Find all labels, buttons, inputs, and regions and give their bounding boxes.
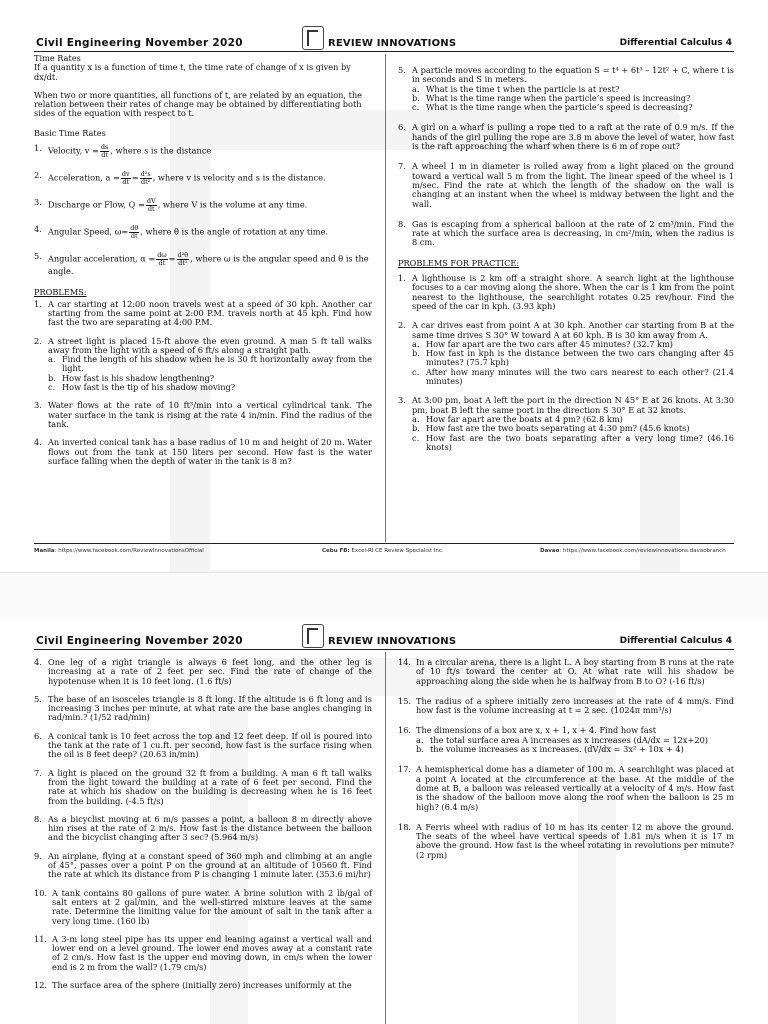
formula-body	[48, 252, 372, 276]
sub-item-letter: b.	[416, 744, 424, 755]
formula-description: , where v is velocity and s is the distance.	[152, 172, 326, 183]
list-item	[398, 823, 734, 860]
fraction	[140, 171, 152, 186]
list-item	[398, 726, 734, 754]
item-body	[412, 396, 734, 452]
item-body	[48, 337, 372, 393]
item-number: 12.	[34, 980, 48, 991]
item-number: 4.	[34, 657, 42, 667]
item-text: The radius of a sphere initially zero increases at the rate of 4 mm/s. Find how fast is the volume increasing at t = 2 sec. (1024π mm³/s)	[416, 695, 734, 716]
sub-item-text: After how many minutes will the two cars nearest to each other? (21.4 minutes)	[426, 366, 734, 387]
logo-mark-icon	[302, 26, 324, 50]
sub-item-letter: a.	[48, 354, 56, 365]
item-body	[416, 726, 734, 754]
item-number: 11.	[34, 933, 48, 944]
item-body	[48, 695, 372, 723]
footer-manila-label: Manila	[34, 548, 55, 554]
item-text: An inverted conical tank has a base radius of 10 m and height of 20 m. Water flows out from the tank at 150 liters per second. How fast is the water surface falling when the depth of water in the tank is 8 m?	[48, 437, 372, 466]
item-body	[48, 300, 372, 328]
list-item	[34, 658, 372, 686]
formula-label: Angular acceleration, α =	[48, 253, 156, 264]
item-number: 15.	[398, 695, 412, 706]
item-number: 2.	[398, 320, 406, 331]
item-number: 1.	[34, 143, 42, 154]
item-body	[412, 220, 734, 248]
list-item	[398, 162, 734, 208]
item-text: A 3-m long steel pipe has its upper end leaning against a vertical wall and lower end on a level ground. The lower end moves away at a constant rate of 2 cm/s. How fast is the upper end moving down, in cm/s when the lower end is 2 m from the wall? (1.79 cm/s)	[52, 933, 372, 972]
problems-list-continued	[398, 66, 734, 248]
formula-body	[48, 225, 372, 240]
list-item	[398, 321, 734, 386]
item-number: 4.	[34, 437, 42, 448]
list-item	[34, 981, 372, 990]
item-body	[48, 732, 372, 760]
sub-item-text: What is the time t when the particle is at rest?	[426, 83, 620, 94]
formula-description: , where θ is the angle of rotation at any time.	[140, 226, 329, 237]
numerator: ds	[100, 143, 109, 152]
denominator: dt	[147, 205, 155, 214]
item-number: 6.	[34, 730, 42, 741]
sub-item-text: How fast are the two boats separating at 4:30 pm? (45.6 knots)	[426, 423, 690, 434]
sub-item-text: How far apart are the two cars after 45 minutes? (32.7 km)	[426, 338, 673, 349]
item-number: 16.	[398, 725, 412, 736]
formula-label: Velocity, v =	[48, 145, 99, 156]
sub-item-text: How fast is his shadow lengthening?	[62, 372, 215, 383]
numerator: d²s	[140, 170, 151, 179]
item-number: 1.	[34, 298, 42, 309]
footer-rule	[34, 543, 734, 544]
page1-right-column	[398, 66, 734, 462]
sub-item-text: How fast in kph is the distance between the two cars changing after 45 minutes? (75.7 kph)	[426, 348, 734, 368]
footer-davao-link[interactable]: : https://www.facebook.com/reviewinnovations.davaobranch	[559, 548, 726, 554]
item-body	[416, 765, 734, 811]
basic-rates-list	[34, 144, 372, 276]
item-number: 8.	[398, 218, 406, 229]
sub-item-letter: a.	[416, 734, 424, 745]
list-item	[398, 765, 734, 811]
section-heading-time-rates: Time Rates	[34, 53, 81, 63]
footer-manila-link[interactable]: : https://www.facebook.com/ReviewInnovationsOfficial	[54, 548, 204, 554]
item-body	[48, 438, 372, 466]
item-number: 5.	[34, 693, 42, 704]
denominator: dt	[158, 259, 166, 268]
review-innovations-logo	[302, 624, 456, 648]
item-number: 5.	[34, 251, 42, 262]
header-rule	[34, 51, 734, 52]
formula-description: , where V is the volume at any time.	[157, 199, 308, 210]
sub-item-text: Find the length of his shadow when he is 30 ft horizontally away from the light.	[62, 354, 372, 374]
item-body	[52, 981, 372, 990]
equals-sign: =	[131, 172, 139, 183]
sub-item-letter: a.	[412, 413, 420, 424]
item-body	[52, 889, 372, 926]
item-number: 3.	[34, 400, 42, 411]
sub-item-letter: b.	[48, 372, 56, 383]
sub-item	[48, 355, 372, 374]
sub-item-letter: c.	[412, 366, 420, 377]
logo-text: REVIEW INNOVATIONS	[328, 37, 457, 49]
formula-description: , where ω is the angular speed and θ is the angle.	[48, 253, 369, 277]
list-item	[34, 695, 372, 723]
sub-item	[412, 103, 734, 112]
item-body	[48, 815, 372, 843]
column-divider	[385, 54, 386, 542]
sub-item-text: What is the time range when the particle’s speed is increasing?	[426, 92, 691, 103]
page2-left-column	[34, 658, 372, 999]
item-text: One leg of a right triangle is always 6 feet long, and the other leg is increasing at a rate of 2 feet per sec. Find the rate of change of the hypotenuse when it is 10 feet long. (1.6 ft/s)	[48, 657, 372, 686]
fraction	[129, 225, 139, 240]
logo-mark-icon	[302, 624, 324, 648]
footer-cebu-text: Excel-RI CE Review Specialist Inc.	[349, 548, 444, 554]
item-text: A hemispherical dome has a diameter of 100 m. A searchlight was placed at a point A located at the circumference at the base. At the middle of the dome at B, a balloon was released vertically at a velocity of 4 m/s. How fast is the shadow of the balloon move along the roof when the balloon is 25 m high? (6.4 m/s)	[416, 764, 734, 812]
item-text: The dimensions of a box are x, x + 1, x + 4. Find how fast	[416, 725, 657, 736]
document-page-2	[0, 618, 768, 1024]
list-item	[398, 220, 734, 248]
page-header	[34, 628, 734, 650]
item-text: A car drives east from point A at 30 kph. Another car starting from B at the same time drives S 30° W toward A at 60 kph. B is 30 km away from A.	[412, 320, 734, 340]
item-body	[48, 658, 372, 686]
footer-manila	[34, 548, 204, 554]
item-number: 7.	[34, 767, 42, 778]
sub-item	[416, 745, 734, 754]
header-subject: Differential Calculus 4	[619, 636, 732, 646]
fraction	[177, 252, 190, 267]
formula-label: Angular Speed, ω=	[48, 226, 129, 237]
item-text: A particle moves according to the equation S = t⁴ + 6t³ – 12t² + C, where t is in seconds and S in meters.	[412, 65, 734, 85]
formula-body	[48, 171, 372, 186]
denominator: dt²	[140, 178, 151, 187]
item-text: A conical tank is 10 feet across the top and 12 feet deep. If oil is poured into the tank at the rate of 1 cu.ft. per second, how fast is the surface rising when the oil is 8 feet deep? (20.63 in/min)	[48, 730, 372, 760]
formula-body	[48, 144, 372, 159]
numerator: dv	[121, 170, 130, 179]
sub-item-text: the total surface area A increases as x increases (dA/dx = 12x+20)	[430, 734, 708, 745]
item-number: 7.	[398, 161, 406, 172]
list-item	[34, 337, 372, 393]
sub-item	[412, 434, 734, 453]
page-header	[34, 30, 734, 52]
sub-item-letter: b.	[412, 348, 420, 359]
header-course-title: Civil Engineering November 2020	[36, 37, 243, 49]
item-text: The surface area of the sphere (initially zero) increases uniformly at the	[52, 980, 352, 991]
fraction	[100, 144, 110, 159]
list-item	[34, 935, 372, 972]
item-body	[48, 401, 372, 429]
item-text: A girl on a wharf is pulling a rope tied to a raft at the rate of 0.9 m/s. If the hands of the girl pulling the rope are 3.8 m above the level of water, how fast is the raft approaching the wharf when there is 6 m of rope out?	[412, 122, 734, 152]
sub-item	[48, 383, 372, 392]
item-number: 1.	[398, 273, 406, 284]
denominator: dt	[122, 178, 130, 187]
list-item	[398, 123, 734, 151]
sub-item-letter: b.	[412, 92, 420, 103]
item-text: Gas is escaping from a spherical balloon at the rate of 2 cm³/min. Find the rate at which the surface area is decreasing, in cm²/min, when the radius is 8 cm.	[412, 218, 734, 248]
sub-item-text: How far apart are the boats at 4 pm? (62.8 km)	[426, 413, 623, 424]
footer-cebu-label: Cebu FB:	[322, 548, 350, 554]
item-body	[412, 123, 734, 151]
item-number: 4.	[34, 224, 42, 235]
item-text: Water flows at the rate of 10 ft³/min into a vertical cylindrical tank. The water surface in the tank is rising at the rate 4 in/min. Find the radius of the tank.	[48, 400, 372, 429]
fraction	[156, 252, 167, 267]
footer-davao-label: Davao	[540, 548, 560, 554]
rate-formula	[34, 225, 372, 240]
item-body	[48, 769, 372, 806]
list-item	[34, 852, 372, 880]
problems-list	[34, 300, 372, 466]
header-subject: Differential Calculus 4	[619, 38, 732, 48]
denominator: dt	[130, 232, 138, 241]
item-body	[416, 697, 734, 716]
list-item	[34, 889, 372, 926]
numerator: dω	[157, 251, 167, 260]
item-text: At 3:00 pm, boat A left the port in the direction N 45° E at 26 knots. At 3:30 pm, boat B left the same port in the direction S 30° E at 32 knots.	[412, 395, 734, 415]
item-number: 2.	[34, 170, 42, 181]
formula-description: , where s is the distance	[110, 145, 212, 156]
list-item	[398, 697, 734, 716]
list-item	[398, 658, 734, 686]
denominator: dt²	[178, 259, 188, 268]
item-number: 9.	[34, 850, 42, 861]
fraction	[146, 198, 157, 213]
practice-heading: PROBLEMS FOR PRACTICE:	[398, 257, 520, 268]
rate-formula	[34, 198, 372, 213]
list-item	[34, 769, 372, 806]
sub-item-text: How fast are the two boats separating after a very long time? (46.16 knots)	[426, 432, 734, 452]
intro-paragraph: When two or more quantities, all functions of t, are related by an equation, the relation between their rates of change may be obtained by differentiating both sides of the equation with respect to t.	[34, 89, 363, 119]
formula-body	[48, 198, 372, 213]
item-text: A car starting at 12:00 noon travels west at a speed of 30 kph. Another car starting from the same point at 2:00 P.M. travels north at 45 kph. Find how fast the two are separating at 4:00 P.M.	[48, 298, 372, 328]
item-number: 2.	[34, 335, 42, 346]
basic-time-rates-heading: Basic Time Rates	[34, 127, 106, 138]
item-text: A wheel 1 m in diameter is rolled away from a light placed on the ground toward a vertical wall 5 m from the light. The linear speed of the wheel is 1 m/sec. Find the rate at which the length of the shadow on the wall is changing at an instant when the wheel is midway between the light and the wall.	[412, 161, 734, 209]
footer-cebu	[322, 548, 444, 554]
item-body	[412, 274, 734, 311]
review-innovations-logo	[302, 26, 456, 50]
item-text: The base of an isosceles triangle is 8 ft long. If the altitude is 6 ft long and is increasing 3 inches per minute, at what rate are the base angles changing in rad/min.? (1/52 rad/min)	[48, 693, 372, 723]
practice-problems-list	[398, 274, 734, 452]
item-body	[412, 66, 734, 112]
item-text: As a bicyclist moving at 6 m/s passes a point, a balloon 8 m directly above him rises at the rate of 2 m/s. How fast is the distance between the balloon and the bicyclist changing after 3 sec? (5.964 m/s)	[48, 813, 372, 843]
list-item	[34, 732, 372, 760]
item-text: In a circular arena, there is a light L. A boy starting from B runs at the rate of 10 ft/s toward the center at O. At what rate will his shadow be approaching along the side when he is halfway from B to O? (-16 ft/s)	[416, 657, 734, 686]
item-number: 10.	[34, 887, 48, 898]
equals-sign: =	[168, 253, 176, 264]
sub-item-letter: a.	[412, 338, 420, 349]
numerator: dθ	[130, 224, 139, 233]
problems-heading: PROBLEMS:	[34, 287, 87, 298]
item-number: 17.	[398, 764, 412, 775]
item-number: 14.	[398, 657, 412, 667]
item-text: A tank contains 80 gallons of pure water. A brine solution with 2 lb/gal of salt enters at 2 gal/min, and the well-stirred mixture leaves at the same rate. Determine the limiting value for the amount of salt in the tank after a very long time. (160 lb)	[52, 887, 372, 926]
item-number: 5.	[398, 65, 406, 75]
logo-text: REVIEW INNOVATIONS	[328, 635, 457, 647]
sub-item	[412, 368, 734, 387]
item-text: A street light is placed 15-ft above the even ground. A man 5 ft tall walks away from the light with a speed of 6 ft/s along a straight path.	[48, 335, 372, 355]
page2-right-column	[398, 658, 734, 871]
item-body	[412, 321, 734, 386]
item-number: 18.	[398, 821, 412, 832]
header-course-title: Civil Engineering November 2020	[36, 635, 243, 647]
list-item	[398, 396, 734, 452]
denominator: dt	[101, 151, 109, 160]
item-text: A lighthouse is 2 km off a straight shore. A search light at the lighthouse focuses to a car moving along the shore. When the car is 1 km from the point nearest to the lighthouse, the searchlight rotates 0.25 rev/hour. Find the speed of the car in kph. (3.93 kph)	[412, 273, 734, 311]
sub-item-letter: a.	[412, 83, 420, 94]
item-body	[52, 935, 372, 972]
item-text: A light is placed on the ground 32 ft from a building. A man 6 ft tall walks from the light toward the building at a rate of 6 feet per second. Find the rate at which his shadow on the building is decreasing when he is 16 feet from the building. (-4.5 ft/s)	[48, 767, 372, 806]
header-rule	[34, 649, 734, 650]
page-separator	[0, 572, 768, 620]
list-item	[34, 815, 372, 843]
formula-label: Discharge or Flow, Q =	[48, 199, 145, 210]
item-body	[48, 852, 372, 880]
item-body	[416, 823, 734, 860]
list-item	[398, 66, 734, 112]
page1-left-column	[34, 54, 372, 475]
item-number: 8.	[34, 813, 42, 824]
sub-item-letter: b.	[412, 423, 420, 434]
rate-formula	[34, 144, 372, 159]
item-body	[412, 162, 734, 208]
sub-item-text: the volume increases as x increases. (dV/dx = 3x² + 10x + 4)	[430, 744, 684, 755]
sub-item-text: What is the time range when the particle’s speed is decreasing?	[426, 102, 693, 113]
list-item	[34, 401, 372, 429]
rate-formula	[34, 252, 372, 276]
item-text: A Ferris wheel with radius of 10 m has its center 12 m above the ground. The seats of the wheel have vertical speeds of 1.81 m/s when it is 17 m above the ground. How fast is the wheel rotating in revolutions per minute? (2 rpm)	[416, 821, 734, 860]
sub-item	[412, 349, 734, 368]
numerator: dV	[146, 197, 156, 206]
sub-item-text: How fast is the tip of his shadow moving?	[62, 382, 236, 393]
list-item	[398, 274, 734, 311]
list-item	[34, 300, 372, 328]
numerator: d²θ	[177, 251, 189, 260]
item-body	[416, 658, 734, 686]
item-number: 3.	[398, 395, 406, 406]
intro-paragraph: If a quantity x is a function of time t, the time rate of change of x is given by dx/dt.	[34, 62, 351, 82]
item-number: 6.	[398, 122, 406, 133]
sub-item-letter: c.	[48, 382, 56, 393]
rate-formula	[34, 171, 372, 186]
item-number: 3.	[34, 197, 42, 208]
item-text: An airplane, flying at a constant speed of 360 mph and climbing at an angle of 45°, passes over a point P on the ground at an altitude of 10560 ft. Find the rate at which its distance from P is changing 1 minute later. (353.6 mi/hr)	[48, 850, 372, 880]
formula-label: Acceleration, a =	[48, 172, 120, 183]
sub-item-letter: c.	[412, 102, 420, 113]
column-divider	[385, 652, 386, 1024]
list-item	[34, 438, 372, 466]
footer-davao	[540, 548, 726, 554]
sub-item-letter: c.	[412, 432, 420, 443]
fraction	[121, 171, 131, 186]
